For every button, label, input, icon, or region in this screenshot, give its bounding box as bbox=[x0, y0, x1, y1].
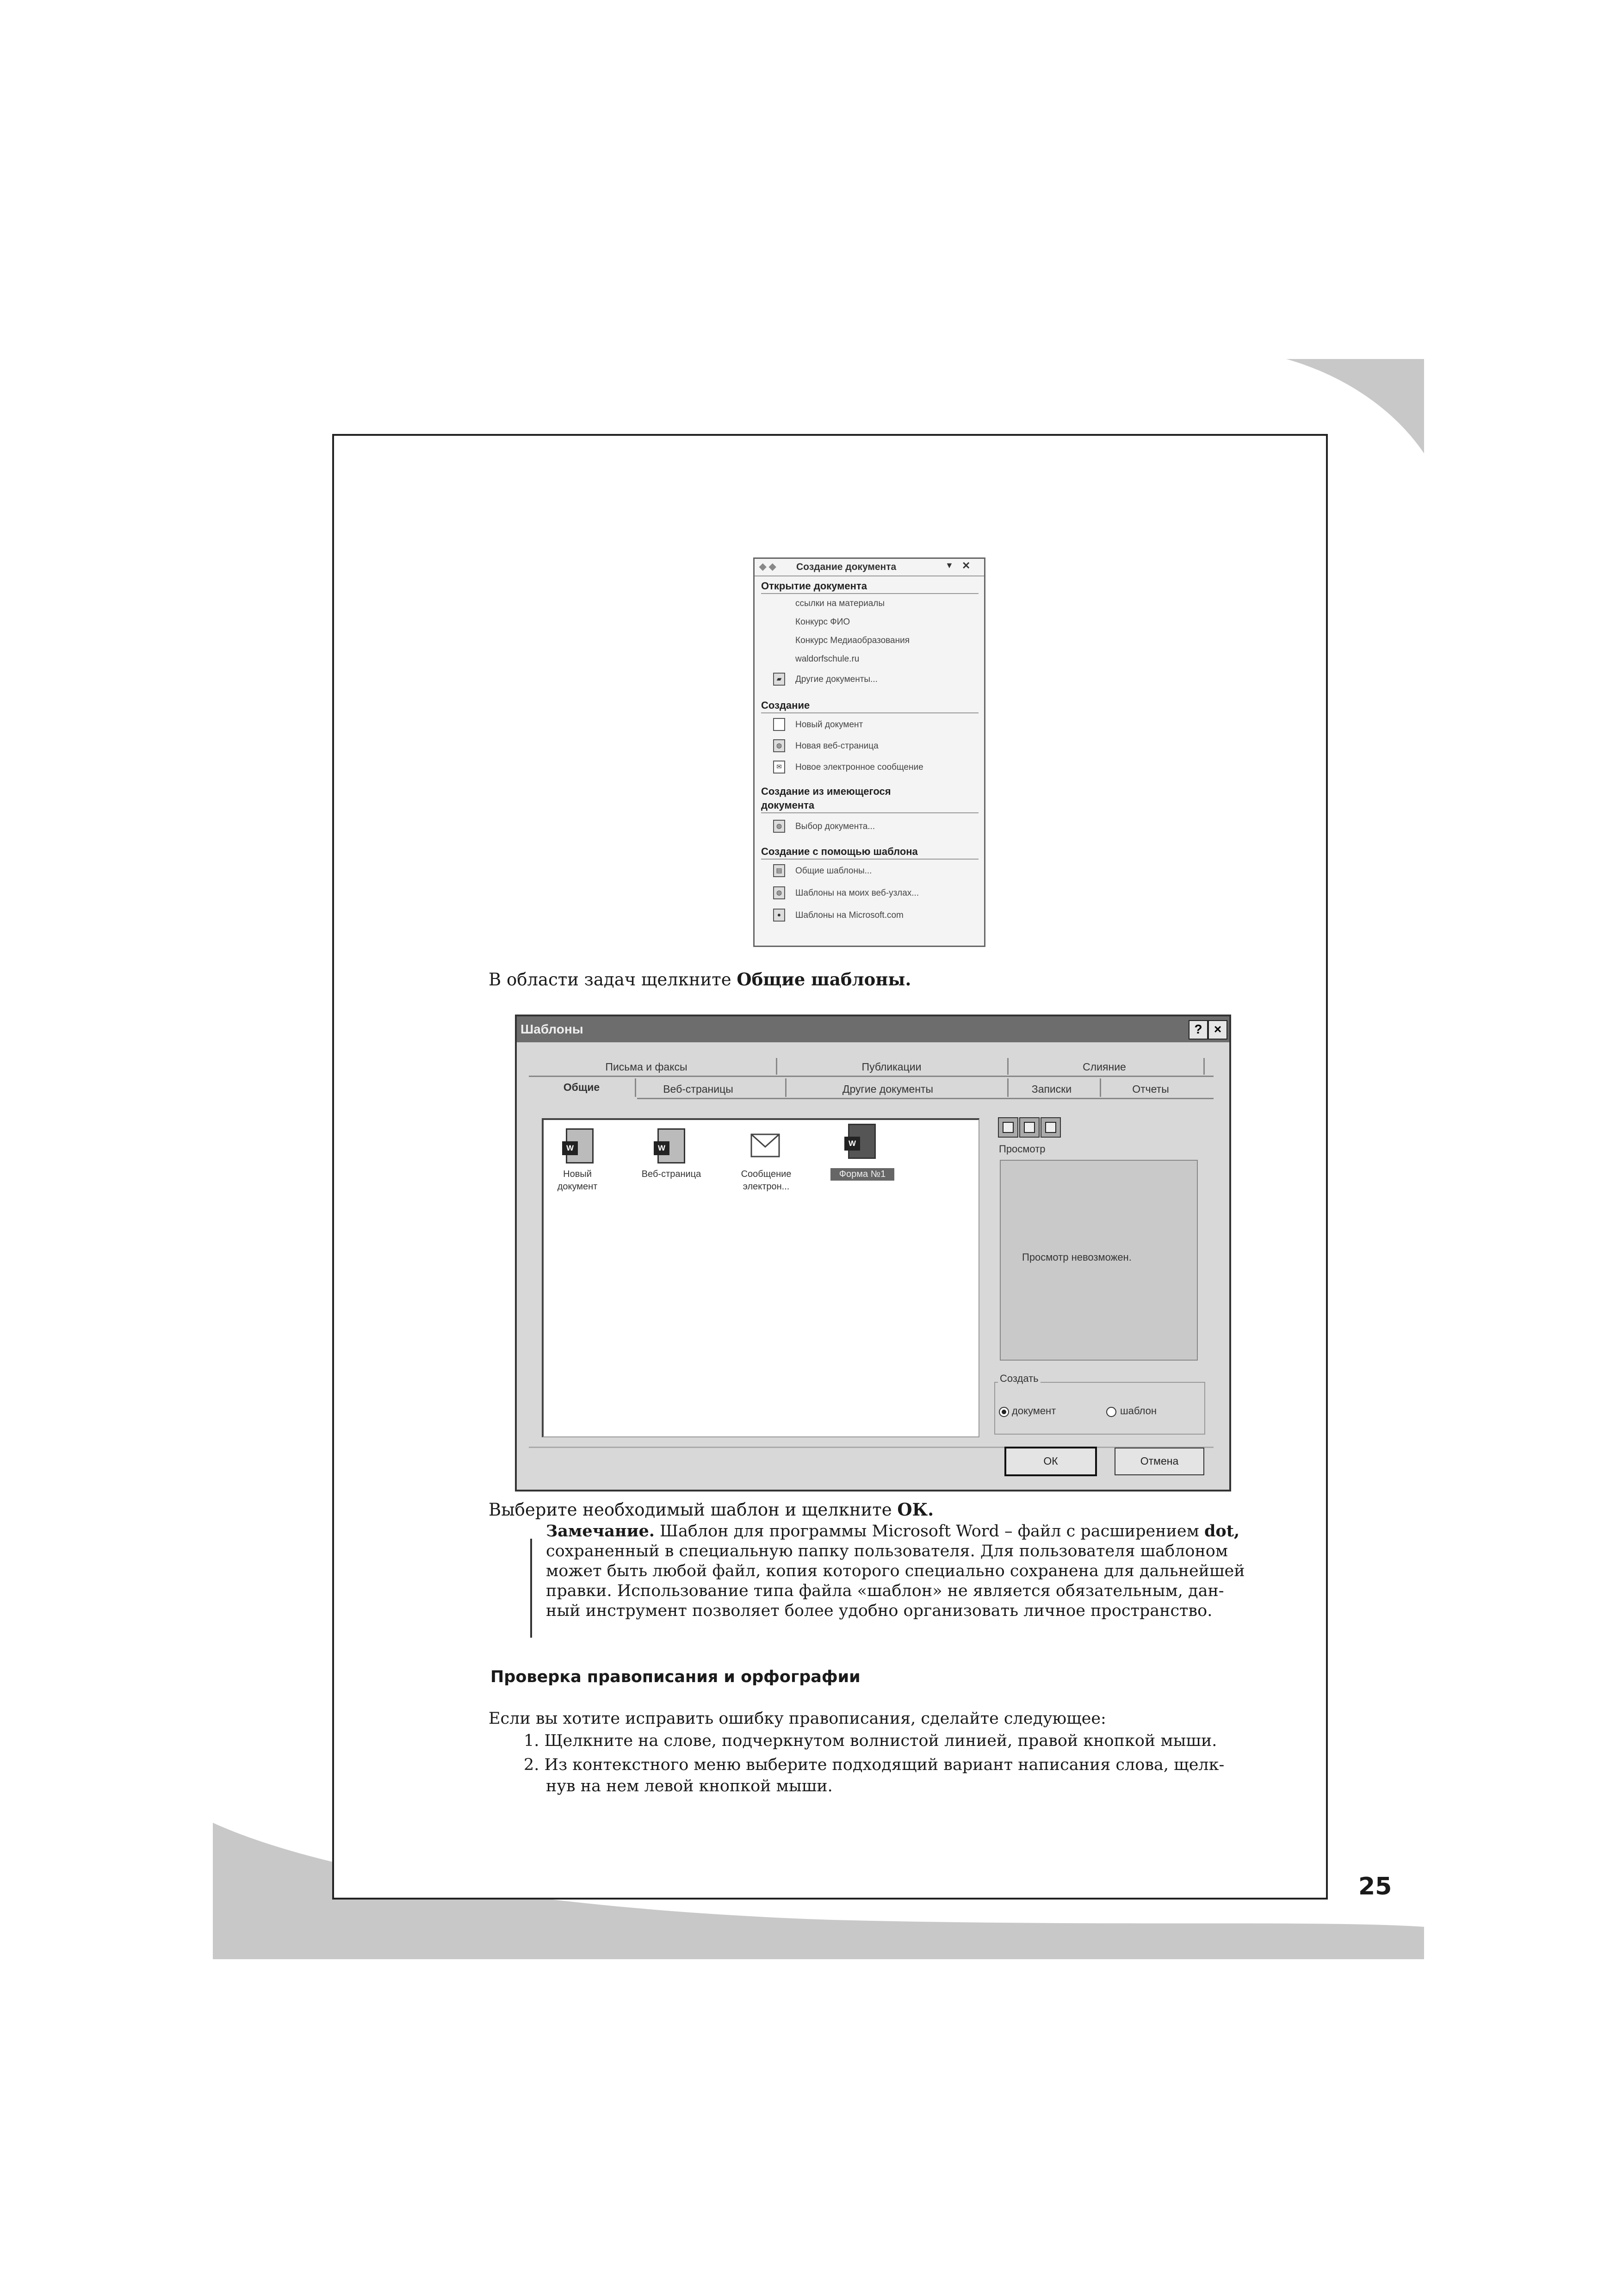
divider bbox=[761, 812, 979, 813]
details-view-icon[interactable] bbox=[1041, 1117, 1061, 1138]
envelope-icon[interactable] bbox=[750, 1128, 781, 1163]
radio-template[interactable] bbox=[1106, 1407, 1116, 1417]
my-web-templates-link[interactable]: Шаблоны на моих веб-узлах... bbox=[795, 888, 919, 898]
list-item-cont: нув на нем левой кнопкой мыши. bbox=[546, 1777, 833, 1795]
divider bbox=[761, 859, 979, 860]
divider bbox=[529, 1076, 1214, 1077]
divider bbox=[761, 712, 979, 713]
note-line: сохраненный в специальную папку пользователя. Для пользователя шаблоном bbox=[546, 1542, 1228, 1560]
instruction-text: В области задач щелкните bbox=[489, 970, 737, 990]
choose-document-icon: ◍ bbox=[773, 820, 785, 833]
preview-label: Просмотр bbox=[999, 1143, 1046, 1155]
new-web-page-link[interactable]: Новая веб-страница bbox=[795, 741, 879, 751]
step-number: 1. bbox=[524, 1732, 539, 1750]
new-document-link[interactable]: Новый документ bbox=[795, 720, 863, 730]
tab-letters[interactable]: Письма и факсы bbox=[605, 1061, 688, 1073]
note-margin-bar bbox=[530, 1539, 532, 1638]
large-icons-view-icon[interactable] bbox=[998, 1117, 1018, 1138]
close-button[interactable]: × bbox=[1208, 1020, 1227, 1040]
ok-button[interactable]: ОК bbox=[1004, 1447, 1097, 1476]
help-button[interactable]: ? bbox=[1189, 1020, 1208, 1040]
intro-paragraph: Если вы хотите исправить ошибку правописания, сделайте следующее: bbox=[489, 1709, 1106, 1728]
divider bbox=[761, 593, 979, 594]
tab-separator bbox=[635, 1078, 636, 1097]
radio-template-label: шаблон bbox=[1120, 1405, 1157, 1417]
choose-document-link[interactable]: Выбор документа... bbox=[795, 822, 875, 831]
other-documents-link[interactable]: Другие документы... bbox=[795, 675, 878, 684]
note-bold-ext: dot, bbox=[1204, 1522, 1240, 1541]
note-line: ный инструмент позволяет более удобно организовать личное пространство. bbox=[546, 1602, 1213, 1620]
section-template-heading: Создание с помощью шаблона bbox=[761, 846, 918, 857]
template-icon: ▤ bbox=[773, 864, 785, 877]
radio-document[interactable] bbox=[999, 1407, 1009, 1417]
section-open-heading: Открытие документа bbox=[761, 580, 867, 592]
dialog-title: Шаблоны bbox=[520, 1022, 583, 1036]
tab-separator bbox=[776, 1058, 777, 1075]
tab-separator bbox=[785, 1078, 787, 1097]
template-label-selected: Форма №1 bbox=[830, 1168, 894, 1181]
section-existing-heading: Создание из имеющегося bbox=[761, 786, 891, 797]
task-pane-title: Создание документа bbox=[796, 562, 897, 572]
list-view-icon[interactable] bbox=[1019, 1117, 1040, 1138]
page-number: 25 bbox=[1358, 1873, 1392, 1900]
web-page-icon: ◍ bbox=[773, 739, 785, 752]
select-template-paragraph bbox=[489, 1498, 934, 1522]
tab-memos[interactable]: Записки bbox=[1031, 1083, 1072, 1095]
task-pane-titlebar bbox=[755, 559, 984, 576]
note-line bbox=[546, 1521, 1258, 1541]
tab-general[interactable]: Общие bbox=[563, 1081, 600, 1093]
tab-separator bbox=[1007, 1078, 1009, 1097]
note-line: правки. Использование типа файла «шаблон» не является обязательным, дан- bbox=[546, 1582, 1224, 1600]
step-text: Щелкните на слове, подчеркнутом волнистой линией, правой кнопкой мыши. bbox=[544, 1732, 1217, 1750]
radio-document-label: документ bbox=[1012, 1405, 1056, 1417]
blank-document-icon bbox=[773, 718, 785, 731]
template-label: Веб-страница bbox=[641, 1169, 701, 1179]
create-group-label: Создать bbox=[998, 1373, 1041, 1385]
tab-merge[interactable]: Слияние bbox=[1083, 1061, 1126, 1073]
web-page-icon[interactable]: W bbox=[655, 1128, 685, 1163]
note-text: Шаблон для программы Microsoft Word – файл с расширением bbox=[654, 1522, 1204, 1541]
section-heading: Проверка правописания и орфографии bbox=[490, 1668, 861, 1686]
instruction-paragraph bbox=[489, 968, 911, 991]
step-text: Из контекстного меню выберите подходящий вариант написания слова, щелк- bbox=[544, 1756, 1225, 1774]
divider bbox=[637, 1098, 1214, 1099]
back-forward-icon[interactable]: ◆ ◆ bbox=[759, 562, 776, 572]
preview-message: Просмотр невозможен. bbox=[1022, 1251, 1132, 1263]
preview-area bbox=[1000, 1160, 1198, 1361]
general-templates-link[interactable]: Общие шаблоны... bbox=[795, 866, 872, 876]
create-group bbox=[994, 1382, 1205, 1435]
form-template-icon[interactable]: W bbox=[845, 1124, 876, 1159]
templates-dialog bbox=[515, 1015, 1231, 1491]
dialog-titlebar bbox=[517, 1016, 1229, 1042]
envelope-icon: ✉ bbox=[773, 761, 785, 774]
divider bbox=[529, 1447, 1214, 1448]
cancel-button[interactable]: Отмена bbox=[1115, 1448, 1204, 1475]
folder-open-icon: ▰ bbox=[773, 673, 785, 686]
list-item bbox=[524, 1754, 1224, 1776]
recent-doc-link[interactable]: ссылки на материалы bbox=[795, 599, 885, 608]
tab-web-pages[interactable]: Веб-страницы bbox=[663, 1083, 733, 1095]
section-create-heading: Создание bbox=[761, 699, 810, 711]
close-icon[interactable]: ✕ bbox=[962, 560, 971, 571]
list-item bbox=[524, 1730, 1224, 1751]
globe-icon: ● bbox=[773, 909, 785, 922]
note-line: может быть любой файл, копия которого специально сохранена для дальнейшей bbox=[546, 1562, 1245, 1580]
select-template-text: Выберите необходимый шаблон и щелкните bbox=[489, 1500, 898, 1520]
recent-doc-link[interactable]: waldorfschule.ru bbox=[795, 654, 860, 664]
note-label: Замечание. bbox=[546, 1522, 655, 1541]
dropdown-arrow-icon[interactable]: ▼ bbox=[945, 561, 954, 570]
task-pane bbox=[753, 557, 985, 947]
step-list bbox=[524, 1730, 1224, 1797]
section-existing-heading-cont: документа bbox=[761, 799, 815, 811]
template-label: Новый документ bbox=[557, 1169, 598, 1192]
tab-publications[interactable]: Публикации bbox=[861, 1061, 922, 1073]
select-template-bold: ОК. bbox=[897, 1499, 934, 1520]
word-document-icon[interactable]: W bbox=[563, 1128, 594, 1163]
template-list[interactable] bbox=[542, 1118, 979, 1437]
template-label: Сообщение электрон... bbox=[741, 1169, 792, 1192]
tab-other-documents[interactable]: Другие документы bbox=[842, 1083, 934, 1095]
recent-doc-link[interactable]: Конкурс ФИО bbox=[795, 617, 850, 627]
tab-separator bbox=[1203, 1058, 1205, 1075]
web-templates-icon: ◍ bbox=[773, 886, 785, 899]
tab-separator bbox=[1007, 1058, 1009, 1075]
instruction-bold: Общие шаблоны. bbox=[737, 969, 911, 990]
tab-reports[interactable]: Отчеты bbox=[1132, 1083, 1169, 1095]
recent-doc-link[interactable]: Конкурс Медиаобразования bbox=[795, 636, 910, 645]
microsoft-templates-link[interactable]: Шаблоны на Microsoft.com bbox=[795, 910, 904, 920]
new-email-link[interactable]: Новое электронное сообщение bbox=[795, 762, 923, 772]
note-block bbox=[546, 1521, 1258, 1621]
tab-separator bbox=[1100, 1078, 1101, 1097]
step-number: 2. bbox=[524, 1756, 539, 1774]
